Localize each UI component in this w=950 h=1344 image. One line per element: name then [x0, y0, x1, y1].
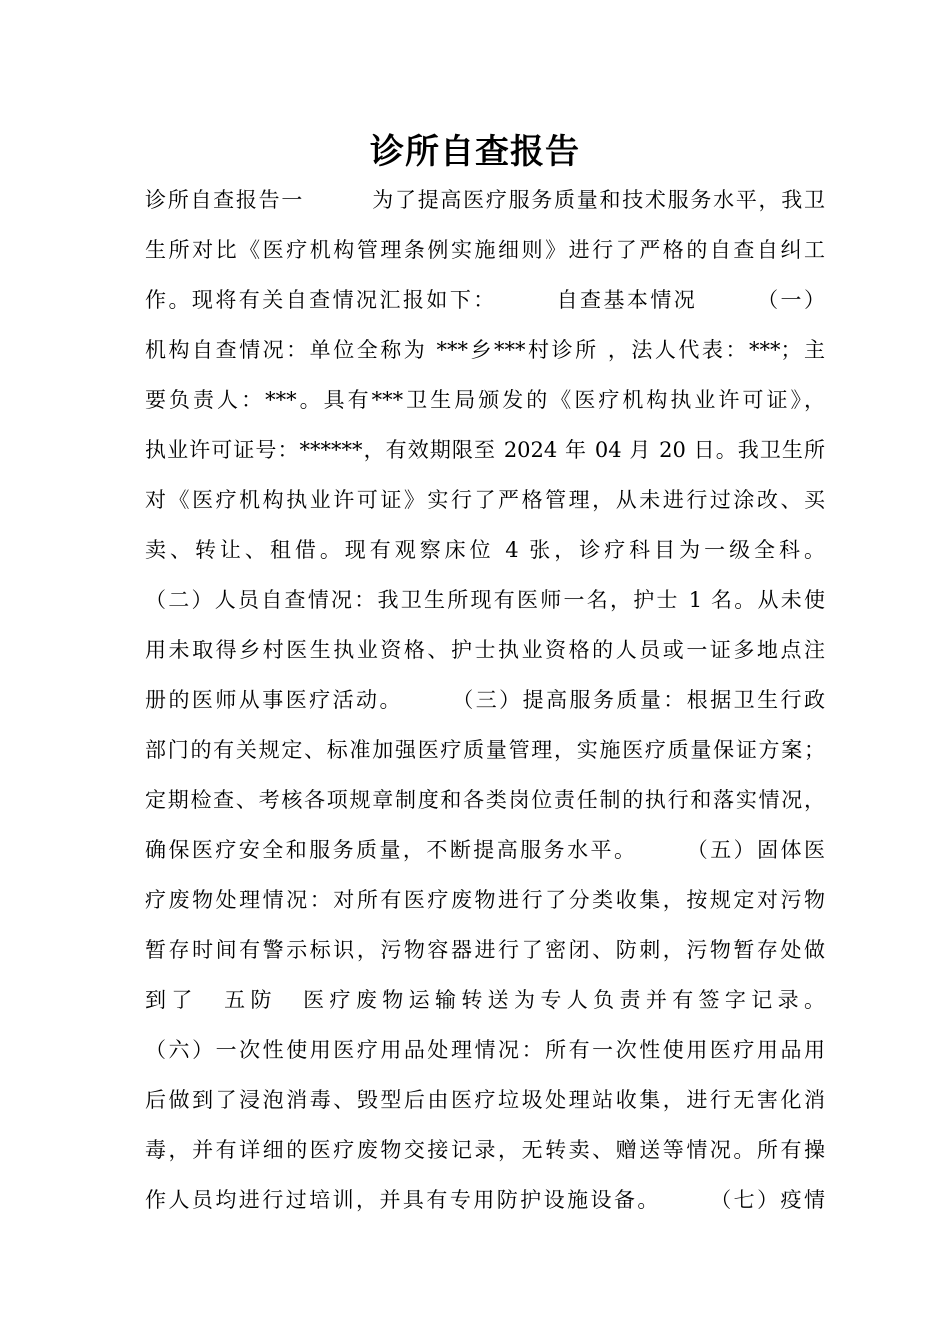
body-line: 部门的有关规定、标准加强医疗质量管理，实施医疗质量保证方案； — [145, 738, 825, 762]
body-line: （二）人员自查情况：我卫生所现有医师一名，护士 1 名。从未使 — [145, 588, 825, 612]
body-line: 定期检查、考核各项规章制度和各类岗位责任制的执行和落实情况， — [145, 788, 825, 812]
body-line: 暂存时间有警示标识，污物容器进行了密闭、防刺，污物暂存处做 — [145, 938, 825, 962]
body-line: （六）一次性使用医疗用品处理情况：所有一次性使用医疗用品用 — [145, 1038, 825, 1062]
body-line: 卖、转让、租借。现有观察床位 4 张，诊疗科目为一级全科。 — [145, 538, 825, 562]
body-line: 要负责人：***。具有***卫生局颁发的《医疗机构执业许可证》， — [145, 388, 825, 412]
body-line: 册的医师从事医疗活动。 （三）提高服务质量：根据卫生行政 — [145, 688, 825, 712]
body-line: 执业许可证号：******，有效期限至 2024 年 04 月 20 日。我卫生所 — [145, 438, 825, 462]
body-line: 作人员均进行过培训，并具有专用防护设施设备。 （七）疫情 — [145, 1188, 825, 1212]
body-line: 疗废物处理情况：对所有医疗废物进行了分类收集，按规定对污物 — [145, 888, 825, 912]
body-line: 用未取得乡村医生执业资格、护士执业资格的人员或一证多地点注 — [145, 638, 825, 662]
document-title: 诊所自查报告 — [370, 132, 580, 172]
body-line: 确保医疗安全和服务质量，不断提高服务水平。 （五）固体医 — [145, 838, 825, 862]
body-line: 对《医疗机构执业许可证》实行了严格管理，从未进行过涂改、买 — [145, 488, 825, 512]
body-line: 机构自查情况：单位全称为 ***乡***村诊所 ，法人代表：***；主 — [145, 338, 825, 362]
body-line: 毒，并有详细的医疗废物交接记录，无转卖、赠送等情况。所有操 — [145, 1138, 825, 1162]
body-line: 作。现将有关自查情况汇报如下： 自查基本情况 （一） — [145, 288, 825, 312]
body-line: 诊所自查报告一 为了提高医疗服务质量和技术服务水平，我卫 — [145, 188, 825, 212]
body-line: 生所对比《医疗机构管理条例实施细则》进行了严格的自查自纠工 — [145, 238, 825, 262]
body-line: 后做到了浸泡消毒、毁型后由医疗垃圾处理站收集，进行无害化消 — [145, 1088, 825, 1112]
body-line: 到了 五防 医疗废物运输转送为专人负责并有签字记录。 — [145, 988, 825, 1012]
